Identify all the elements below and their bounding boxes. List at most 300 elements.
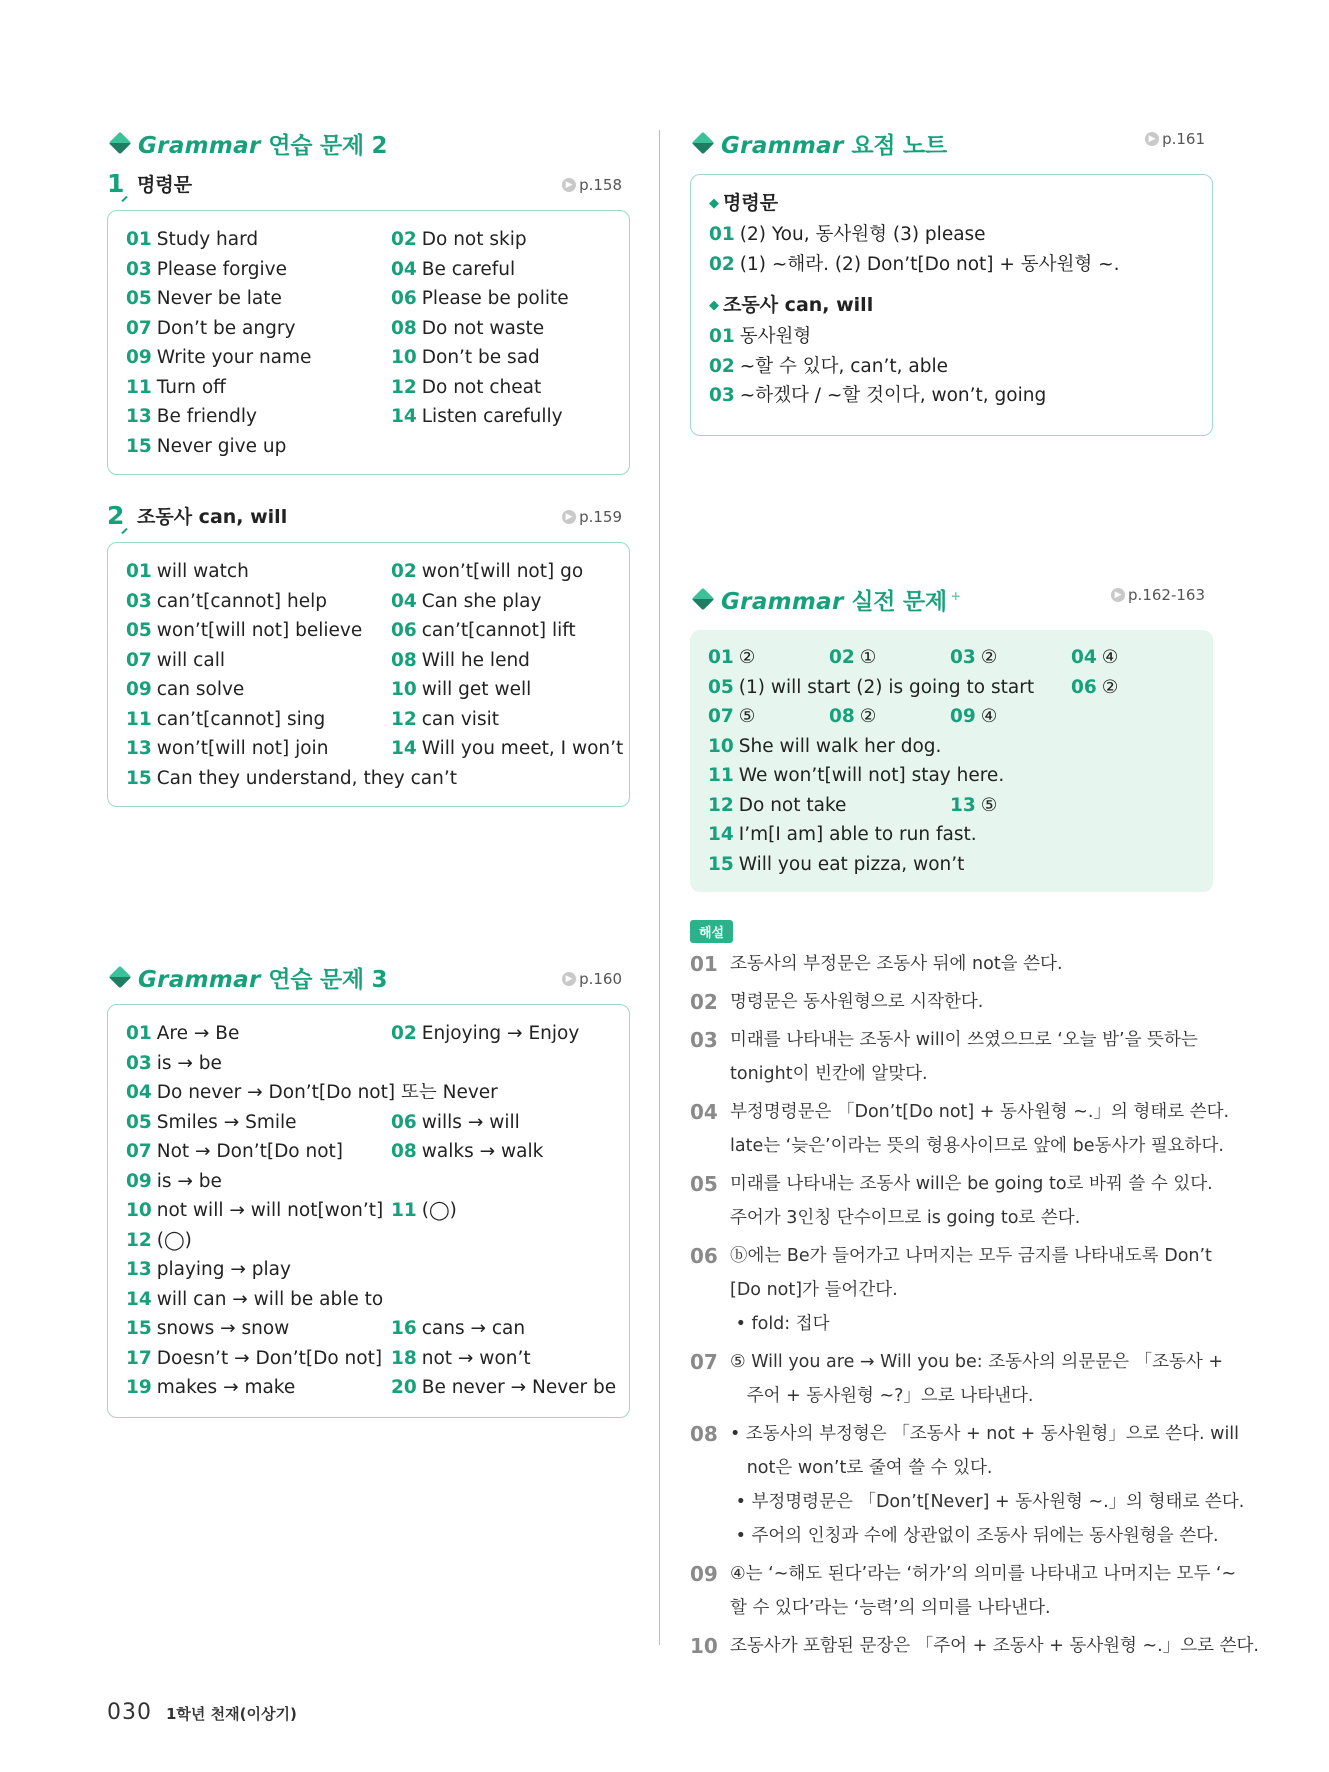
item-text: Will he lend — [421, 649, 530, 671]
answer-item — [126, 1285, 616, 1315]
item-number: 01 — [708, 647, 734, 668]
explanation-list — [690, 947, 1259, 1663]
item-number: 11 — [391, 1200, 417, 1221]
answer-item — [126, 675, 391, 705]
explanation-text — [730, 1629, 1259, 1663]
item-text: Please forgive — [156, 258, 287, 280]
explanation-line: 할 수 있다’라는 ‘능력’의 의미를 나타낸다. — [730, 1598, 1051, 1618]
item-text: not will → will not[won’t] — [156, 1200, 384, 1221]
item-number: 01 — [126, 561, 152, 582]
item-text: playing → play — [156, 1259, 291, 1280]
explanation-line: 조동사가 포함된 문장은 「주어 + 조동사 + 동사원형 ~.」으로 쓴다. — [730, 1636, 1259, 1656]
item-number: 12 — [391, 376, 417, 398]
explanation-item — [690, 1629, 1259, 1663]
page-reference — [562, 970, 622, 988]
item-number: 13 — [126, 1259, 152, 1280]
explanation-item — [690, 1095, 1230, 1163]
item-number: 16 — [391, 1318, 417, 1339]
answer-item — [391, 705, 623, 735]
item-text: Listen carefully — [421, 406, 563, 427]
item-text: Write your name — [156, 347, 312, 368]
play-icon: ▶ — [562, 972, 576, 986]
answer-item — [126, 373, 391, 403]
answer-item — [126, 255, 391, 285]
item-text: Can she play — [421, 590, 542, 612]
answer-item — [708, 673, 1071, 703]
item-number: 03 — [126, 590, 152, 612]
item-number: 10 — [126, 1200, 152, 1221]
answer-item — [950, 791, 1071, 821]
answer-item — [126, 764, 623, 794]
item-text: will watch — [156, 561, 249, 582]
answer-item — [950, 702, 1071, 732]
title-en: Grammar — [721, 132, 844, 159]
item-number: 01 — [709, 326, 735, 347]
answer-item — [126, 705, 391, 735]
item-number: 12 — [126, 1229, 152, 1251]
book-title: 1학년 천재(이상기) — [166, 1705, 297, 1723]
item-text: cans → can — [421, 1318, 526, 1339]
item-number: 02 — [829, 647, 855, 668]
explanation-line: tonight이 빈칸에 알맞다. — [730, 1064, 928, 1084]
item-number: 17 — [126, 1347, 152, 1369]
item-text: can’t[cannot] help — [156, 590, 327, 612]
page-ref-text: p.161 — [1162, 130, 1205, 148]
explanation-line: 주어가 3인칭 단수이므로 is going to로 쓴다. — [730, 1208, 1081, 1228]
item-text: makes → make — [156, 1377, 296, 1398]
item-number: 06 — [391, 1111, 417, 1133]
play-icon: ▶ — [1145, 132, 1159, 146]
answer-item — [126, 1137, 391, 1167]
item-text: Do never → Don’t[Do not] 또는 Never — [156, 1082, 498, 1103]
diamond-icon — [109, 966, 132, 989]
explanation-line: not은 won’t로 줄여 쓸 수 있다. — [730, 1458, 993, 1478]
play-icon: ▶ — [562, 178, 576, 192]
item-text: I’m[I am] able to run fast. — [738, 824, 977, 845]
answer-item — [391, 1373, 616, 1403]
item-text: can’t[cannot] sing — [156, 708, 326, 730]
item-number: 14 — [391, 406, 417, 427]
item-text: ⑤ — [738, 706, 756, 727]
item-text: can’t[cannot] lift — [421, 620, 576, 641]
item-text: Don’t be angry — [156, 317, 296, 339]
explanation-section — [690, 920, 1259, 1663]
item-text: (2) You, 동사원형 (3) please — [739, 224, 986, 245]
item-text: Doesn’t → Don’t[Do not] — [156, 1347, 383, 1369]
explanation-item — [690, 985, 1213, 1019]
item-number: 09 — [126, 1170, 152, 1192]
answer-item — [391, 557, 623, 587]
answer-item — [709, 352, 1194, 382]
answer-row — [708, 673, 1195, 703]
answer-item — [391, 225, 611, 255]
item-number: 18 — [391, 1347, 417, 1369]
explanation-number: 07 — [690, 1350, 718, 1374]
item-text: Please be polite — [421, 288, 569, 309]
answer-item — [391, 1344, 616, 1374]
item-number: 02 — [391, 1023, 417, 1044]
subsection-number: 2 — [107, 501, 137, 530]
answer-row — [708, 702, 1195, 732]
answer-item — [1071, 643, 1195, 673]
section-title — [721, 127, 947, 160]
explanation-item — [690, 1345, 1224, 1413]
answer-item — [391, 587, 623, 617]
item-text: will get well — [421, 679, 532, 700]
item-text: Not → Don’t[Do not] — [156, 1141, 344, 1162]
item-number: 02 — [391, 561, 417, 582]
explanation-number: 06 — [690, 1244, 718, 1268]
explanation-line: 미래를 나타내는 조동사 will이 쓰였으므로 ‘오늘 밤’을 뜻하는 — [730, 1030, 1198, 1050]
item-text: ~할 수 있다, can’t, able — [739, 355, 948, 377]
item-text: won’t[will not] believe — [156, 620, 363, 641]
section-title — [138, 127, 387, 160]
page-ref-text: p.160 — [579, 970, 622, 988]
answer-item — [126, 1019, 391, 1049]
explanation-text — [730, 1095, 1229, 1163]
explanation-tag: 해설 — [690, 920, 733, 943]
answer-item — [391, 255, 611, 285]
answer-item — [391, 343, 611, 373]
explanation-line: • 주어의 인칭과 수에 상관없이 조동사 뒤에는 동사원형을 쓴다. — [730, 1526, 1219, 1546]
answer-item — [126, 616, 391, 646]
play-icon: ▶ — [562, 510, 576, 524]
item-text: Are → Be — [156, 1023, 240, 1044]
item-text: Smiles → Smile — [156, 1111, 297, 1133]
title-en: Grammar — [138, 132, 261, 159]
item-number: 05 — [126, 1111, 152, 1133]
real-answer-box — [690, 630, 1213, 892]
explanation-line: 명령문은 동사원형으로 시작한다. — [730, 992, 984, 1012]
item-number: 15 — [126, 1318, 152, 1339]
item-number: 07 — [126, 317, 152, 339]
item-text: Can they understand, they can’t — [156, 767, 457, 789]
section-title — [138, 961, 387, 994]
subsection-title: 명령문 — [137, 173, 193, 196]
item-number: 12 — [708, 794, 734, 816]
answer-item — [126, 1167, 616, 1197]
item-text: ⑤ — [980, 794, 998, 816]
item-number: 08 — [391, 649, 417, 671]
left-column — [107, 128, 630, 1418]
answer-item — [950, 643, 1071, 673]
explanation-text — [730, 1557, 1236, 1625]
item-text: Be careful — [421, 258, 516, 280]
item-number: 05 — [126, 288, 152, 309]
item-number: 02 — [709, 355, 735, 377]
answer-item — [709, 381, 1194, 411]
item-number: 07 — [126, 1141, 152, 1162]
explanation-line: [Do not]가 들어간다. — [730, 1280, 898, 1300]
item-text: won’t[will not] go — [421, 561, 584, 582]
explanation-text — [730, 1239, 1212, 1341]
explanation-line: 미래를 나타내는 조동사 will은 be going to로 바꿔 쓸 수 있다. — [730, 1174, 1213, 1194]
item-number: 14 — [391, 738, 417, 759]
item-number: 05 — [708, 676, 734, 698]
answer-item — [126, 1373, 391, 1403]
answer-item — [126, 734, 391, 764]
item-number: 01 — [126, 229, 152, 250]
title-ko: 연습 문제 3 — [268, 966, 388, 993]
answer-item — [126, 432, 611, 462]
answer-item — [126, 1314, 391, 1344]
play-icon: ▶ — [1111, 588, 1125, 602]
item-text: ② — [980, 647, 998, 668]
item-text: (◯) — [421, 1200, 457, 1221]
answer-item — [126, 1196, 391, 1226]
item-text: wills → will — [421, 1111, 520, 1133]
item-number: 03 — [709, 385, 735, 406]
title-ko: 요점 노트 — [851, 132, 947, 159]
section-header-practice2 — [107, 128, 630, 158]
item-text: is → be — [156, 1170, 222, 1192]
subsection-number: 1 — [107, 169, 137, 198]
explanation-text — [730, 1023, 1198, 1091]
item-text: ④ — [980, 706, 998, 727]
title-en: Grammar — [721, 588, 844, 615]
subsection-header-2 — [107, 500, 630, 530]
right-column — [690, 128, 1259, 1663]
item-text: ② — [859, 706, 877, 727]
explanation-item — [690, 1023, 1213, 1091]
answer-item — [391, 1108, 616, 1138]
explanation-number: 05 — [690, 1172, 718, 1196]
answer-item — [126, 1108, 391, 1138]
note-list-1 — [709, 220, 1194, 279]
item-number: 15 — [708, 853, 734, 875]
answer-grid — [126, 225, 611, 461]
item-number: 07 — [126, 649, 152, 671]
answer-item — [708, 732, 1195, 762]
item-number: 19 — [126, 1377, 152, 1398]
section-header-notes — [690, 128, 1213, 158]
explanation-text — [730, 947, 1063, 981]
page-footer — [107, 1700, 297, 1725]
item-number: 08 — [391, 317, 417, 339]
item-text: won’t[will not] join — [156, 738, 329, 759]
item-number: 11 — [126, 708, 152, 730]
item-number: 05 — [126, 620, 152, 641]
item-number: 14 — [126, 1288, 152, 1310]
item-number: 04 — [391, 590, 417, 612]
column-divider — [659, 130, 660, 1645]
item-number: 08 — [391, 1141, 417, 1162]
section-header-real — [690, 584, 1213, 614]
answer-item — [391, 1019, 616, 1049]
item-text: ④ — [1101, 647, 1119, 668]
answer-item — [126, 314, 391, 344]
item-number: 01 — [126, 1023, 152, 1044]
item-text: Will you eat pizza, won’t — [738, 853, 965, 875]
answer-item — [126, 284, 391, 314]
diamond-icon — [692, 588, 715, 611]
answer-item — [126, 587, 391, 617]
answer-item — [391, 675, 623, 705]
item-number: 14 — [708, 824, 734, 845]
item-number: 10 — [391, 347, 417, 368]
title-ko: 연습 문제 2 — [268, 132, 388, 159]
item-number: 15 — [126, 767, 152, 789]
item-text: Never give up — [156, 435, 287, 457]
item-number: 13 — [950, 794, 976, 816]
explanation-number: 01 — [690, 952, 718, 976]
page-ref-text: p.158 — [579, 176, 622, 194]
explanation-text — [730, 1167, 1213, 1235]
title-en: Grammar — [138, 966, 261, 993]
diamond-icon — [109, 132, 132, 155]
item-text: (1) will start (2) is going to start — [738, 676, 1035, 698]
item-text: Be friendly — [156, 406, 257, 427]
item-text: Do not take — [738, 794, 847, 816]
notes-box — [690, 174, 1213, 436]
explanation-number: 03 — [690, 1028, 718, 1052]
note-heading-1 — [709, 187, 1194, 220]
item-text: snows → snow — [156, 1318, 290, 1339]
diamond-icon — [692, 132, 715, 155]
answer-item — [126, 1226, 616, 1256]
item-text: ② — [738, 647, 756, 668]
page-reference — [1111, 586, 1205, 604]
answer-item — [126, 402, 391, 432]
item-number: 11 — [126, 376, 152, 398]
item-number: 07 — [708, 706, 734, 727]
item-text: Turn off — [156, 376, 226, 398]
item-number: 15 — [126, 435, 152, 457]
page-ref-text: p.162-163 — [1128, 586, 1205, 604]
answer-box-1 — [107, 210, 630, 475]
answer-item — [829, 643, 950, 673]
answer-item — [709, 322, 1194, 352]
item-text: Study hard — [156, 229, 259, 250]
note-list-2 — [709, 322, 1194, 411]
item-text: (◯) — [156, 1229, 192, 1251]
answer-box-3 — [107, 1004, 630, 1418]
section-title — [721, 583, 961, 616]
diamond-bullet-icon: ◆ — [709, 298, 719, 313]
note-heading-2 — [709, 289, 1194, 322]
explanation-line: late는 ‘늦은’이라는 뜻의 형용사이므로 앞에 be동사가 필요하다. — [730, 1136, 1224, 1156]
page-reference — [562, 176, 622, 194]
answer-item — [708, 850, 1195, 880]
page-ref-text: p.159 — [579, 508, 622, 526]
item-number: 03 — [126, 1052, 152, 1074]
answer-item — [1071, 673, 1195, 703]
explanation-number: 04 — [690, 1100, 718, 1124]
item-text: Enjoying → Enjoy — [421, 1023, 580, 1044]
item-text: ~하겠다 / ~할 것이다, won’t, going — [739, 385, 1047, 406]
item-text: not → won’t — [421, 1347, 531, 1369]
answer-item — [391, 1196, 616, 1226]
item-number: 04 — [126, 1082, 152, 1103]
explanation-item — [690, 947, 1213, 981]
page-number: 030 — [107, 1700, 152, 1725]
answer-item — [708, 761, 1195, 791]
item-text: Will you meet, I won’t — [421, 738, 624, 759]
plus-mark: + — [950, 588, 961, 603]
answer-item — [126, 343, 391, 373]
answer-item — [708, 791, 950, 821]
explanation-text — [730, 1345, 1223, 1413]
item-number: 06 — [391, 620, 417, 641]
item-text: can solve — [156, 679, 245, 700]
explanation-line: • 조동사의 부정형은 「조동사 + not + 동사원형」으로 쓴다. will — [730, 1424, 1240, 1444]
explanation-text — [730, 1417, 1244, 1553]
item-text: walks → walk — [421, 1141, 544, 1162]
answer-grid — [126, 557, 624, 793]
answer-item — [391, 1137, 616, 1167]
note-heading-text: 명령문 — [723, 192, 779, 214]
answer-item — [126, 225, 391, 255]
item-number: 06 — [1071, 676, 1097, 698]
item-number: 09 — [126, 679, 152, 700]
item-text: Don’t be sad — [421, 347, 540, 368]
item-number: 04 — [1071, 647, 1097, 668]
item-number: 12 — [391, 708, 417, 730]
item-number: 11 — [708, 765, 734, 786]
item-number: 09 — [126, 347, 152, 368]
explanation-line: 부정명령문은 「Don’t[Do not] + 동사원형 ~.」의 형태로 쓴다. — [730, 1102, 1230, 1122]
explanation-line: 조동사의 부정문은 조동사 뒤에 not을 쓴다. — [730, 954, 1063, 974]
explanation-line: 주어 + 동사원형 ~?」으로 나타낸다. — [730, 1386, 1034, 1406]
answer-item — [391, 616, 623, 646]
page-reference — [562, 508, 622, 526]
item-text: is → be — [156, 1052, 222, 1074]
explanation-line: • 부정명령문은 「Don’t[Never] + 동사원형 ~.」의 형태로 쓴다. — [730, 1492, 1245, 1512]
item-number: 06 — [391, 288, 417, 309]
item-number: 13 — [126, 406, 152, 427]
item-number: 02 — [709, 253, 735, 275]
item-text: will can → will be able to — [156, 1288, 384, 1310]
explanation-text — [730, 985, 983, 1019]
answer-item — [391, 734, 623, 764]
item-number: 02 — [391, 229, 417, 250]
explanation-item — [690, 1417, 1245, 1553]
item-number: 01 — [709, 224, 735, 245]
answer-item — [709, 220, 1194, 250]
answer-item — [126, 646, 391, 676]
item-number: 10 — [708, 735, 734, 757]
explanation-number: 10 — [690, 1634, 718, 1658]
item-text: ① — [859, 647, 877, 668]
section-header-practice3 — [107, 962, 630, 992]
explanation-number: 09 — [690, 1562, 718, 1586]
item-number: 08 — [829, 706, 855, 727]
answer-row — [708, 643, 1195, 673]
item-number: 10 — [391, 679, 417, 700]
explanation-line: ⓑ에는 Be가 들어가고 나머지는 모두 금지를 나타내도록 Don’t — [730, 1246, 1212, 1266]
explanation-number: 08 — [690, 1422, 718, 1446]
answer-item — [126, 1049, 616, 1079]
item-text: Do not skip — [421, 229, 527, 250]
answer-item — [708, 820, 1195, 850]
answer-item — [709, 250, 1194, 280]
item-text: can visit — [421, 708, 499, 730]
note-heading-text: 조동사 can, will — [723, 294, 874, 316]
explanation-line: ⑤ Will you are → Will you be: 조동사의 의문문은 「조동사 + — [730, 1352, 1224, 1372]
explanation-item — [690, 1557, 1237, 1625]
answer-item — [708, 643, 829, 673]
explanation-item — [690, 1239, 1213, 1341]
item-text: (1) ~해라. (2) Don’t[Do not] + 동사원형 ~. — [739, 253, 1120, 275]
answer-item — [391, 1314, 616, 1344]
explanation-line: • fold: 접다 — [730, 1314, 830, 1334]
answer-item — [126, 1078, 616, 1108]
item-text: Never be late — [156, 288, 282, 309]
item-text: We won’t[will not] stay here. — [738, 765, 1005, 786]
item-text: ② — [1101, 676, 1119, 698]
explanation-item — [690, 1167, 1213, 1235]
item-number: 09 — [950, 706, 976, 727]
